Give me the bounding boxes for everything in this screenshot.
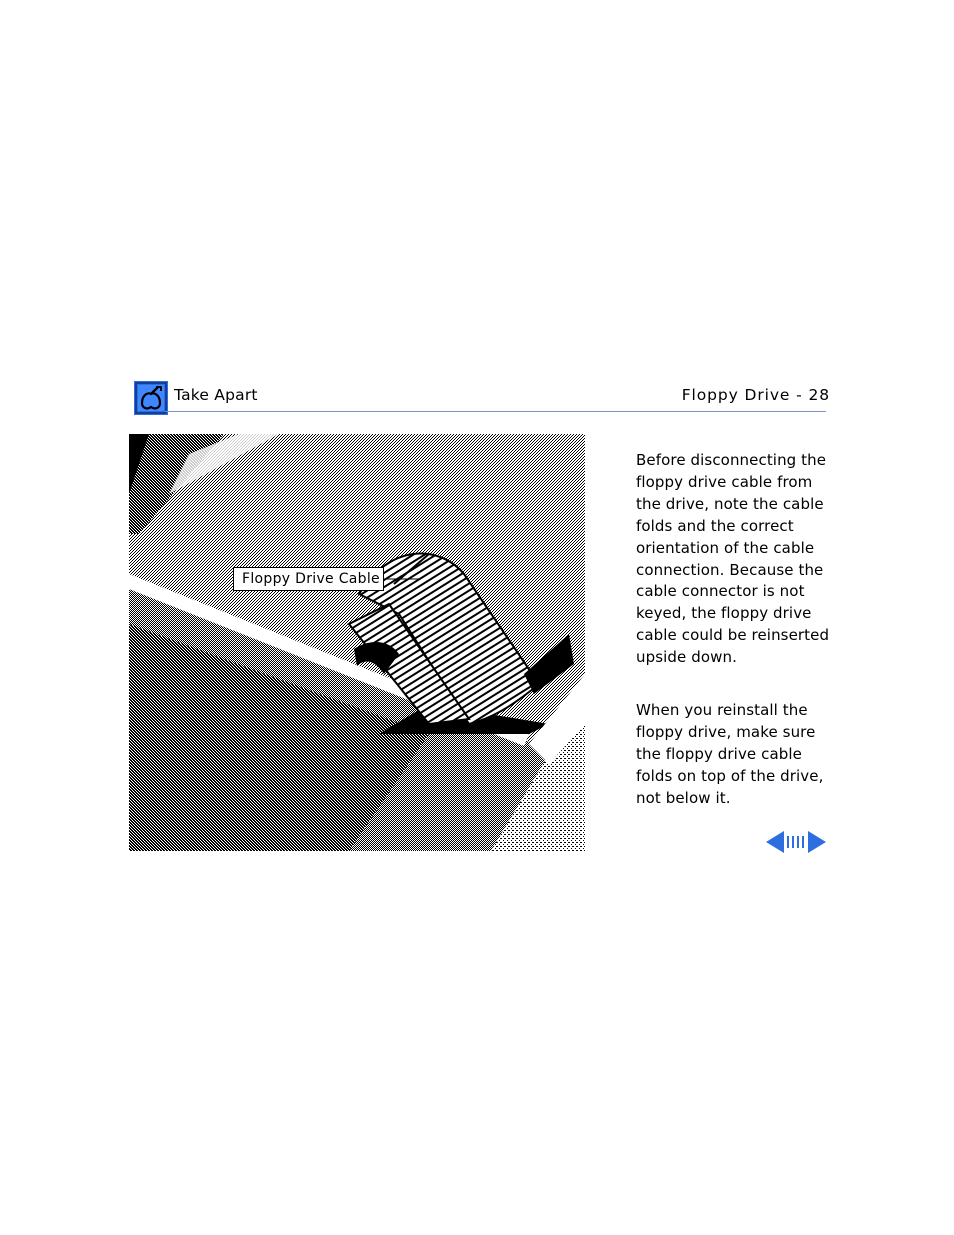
page-index-icon[interactable] [786, 830, 806, 858]
apple-manual-icon[interactable] [134, 381, 168, 415]
previous-page-icon[interactable] [765, 830, 785, 858]
floppy-drive-cable-callout: Floppy Drive Cable [233, 567, 384, 591]
section-title: Take Apart [174, 386, 258, 404]
instruction-paragraph-2: When you reinstall the floppy drive, make sure the floppy drive cable folds on top of the drive, not below it. [636, 701, 824, 807]
page-header [133, 380, 830, 412]
header-divider [165, 411, 826, 412]
next-page-icon[interactable] [807, 830, 827, 858]
page-title: Floppy Drive - 28 [681, 386, 830, 404]
page-navigation [765, 830, 827, 854]
instruction-paragraph-1: Before disconnecting the floppy drive cable from the drive, note the cable folds and the correct orientation of the cable connection. Because the cable connector is not keyed, the floppy drive cable could be reinserted upside down. [636, 451, 830, 667]
floppy-drive-cable-photo [129, 434, 585, 851]
